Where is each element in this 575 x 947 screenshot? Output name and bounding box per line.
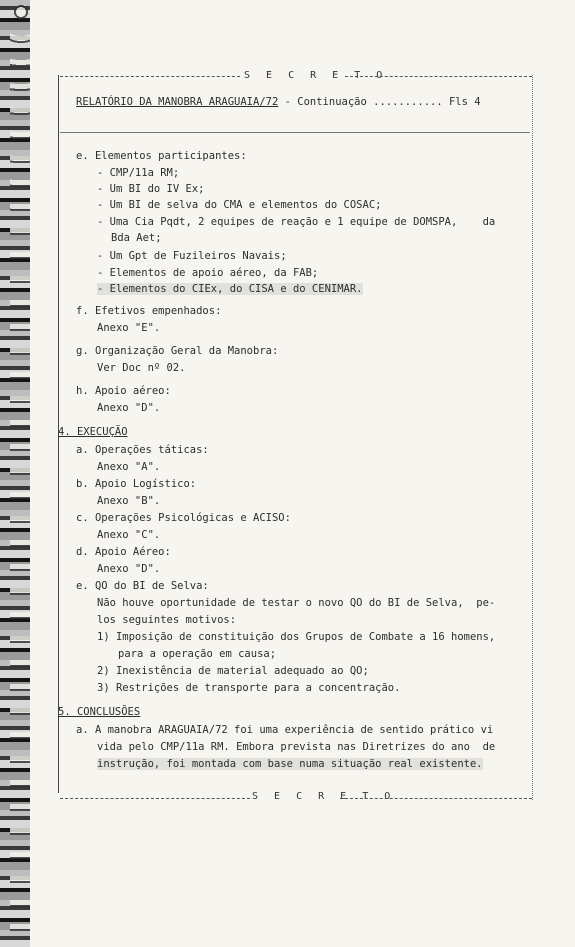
top-dashed-rule-right [345, 76, 532, 77]
reason-item-cont: para a operação em causa; [118, 648, 277, 660]
annex-ref: Anexo "E". [97, 322, 161, 334]
paragraph-line: Não houve oportunidade de testar o novo QO do BI de Selva, pe- [97, 597, 496, 609]
classification-stamp-top: S E C R E T O [244, 70, 388, 81]
list-item: - CMP/11a RM; [97, 167, 180, 179]
header-separator [60, 132, 530, 133]
binding-holes [0, 0, 30, 947]
top-dashed-rule-left [60, 76, 240, 77]
list-item: - Um Gpt de Fuzileiros Navais; [97, 250, 287, 262]
item-f-heading: f. Efetivos empenhados: [76, 305, 222, 317]
doc-ref: Ver Doc nº 02. [97, 362, 186, 374]
annex-ref: Anexo "C". [97, 529, 161, 541]
list-item: - Elementos do CIEx, do CISA e do CENIMAR. [97, 283, 363, 295]
list-item: - Um BI de selva do CMA e elementos do COSAC; [97, 199, 382, 211]
reason-item: 3) Restrições de transporte para a concentração. [97, 682, 401, 694]
list-item: - Um BI do IV Ex; [97, 183, 205, 195]
annex-ref: Anexo "A". [97, 461, 161, 473]
page-header [76, 96, 481, 108]
section-4-heading: 4. EXECUÇÃO [58, 426, 128, 438]
item-d-heading: d. Apoio Aéreo: [76, 546, 171, 558]
bottom-dashed-rule-left [60, 798, 250, 799]
item-e-qo-heading: e. QO do BI de Selva: [76, 580, 209, 592]
section-5-heading: 5. CONCLUSÕES [58, 706, 141, 718]
reason-item: 1) Imposição de constituição dos Grupos de Combate a 16 homens, [97, 631, 496, 643]
annex-ref: Anexo "D". [97, 402, 161, 414]
frame-right-border [532, 75, 533, 800]
report-title: RELATÓRIO DA MANOBRA ARAGUAIA/72 [76, 96, 279, 108]
paragraph-line: los seguintes motivos: [97, 614, 237, 626]
classification-stamp-bottom: S E C R E T O [252, 791, 396, 802]
paragraph-line: vida pelo CMP/11a RM. Embora prevista nas Diretrizes do ano de [97, 741, 496, 753]
reason-item: 2) Inexistência de material adequado ao QO; [97, 665, 369, 677]
annex-ref: Anexo "D". [97, 563, 161, 575]
item-e-heading: e. Elementos participantes: [76, 150, 247, 162]
paragraph-line: a. A manobra ARAGUAIA/72 foi uma experiência de sentido prático vi [76, 724, 494, 736]
item-b-heading: b. Apoio Logístico: [76, 478, 197, 490]
item-a-heading: a. Operações táticas: [76, 444, 209, 456]
paragraph-line: instrução, foi montada com base numa situação real existente. [97, 758, 483, 770]
list-item: - Elementos de apoio aéreo, da FAB; [97, 267, 319, 279]
item-c-heading: c. Operações Psicológicas e ACISO: [76, 512, 291, 524]
document-page [30, 0, 575, 947]
list-item-cont: Bda Aet; [111, 232, 162, 244]
list-item: - Uma Cia Pqdt, 2 equipes de reação e 1 equipe de DOMSPA, da [97, 216, 496, 228]
item-h-heading: h. Apoio aéreo: [76, 385, 171, 397]
annex-ref: Anexo "B". [97, 495, 161, 507]
item-g-heading: g. Organização Geral da Manobra: [76, 345, 279, 357]
bottom-dashed-rule-right [340, 798, 532, 799]
continuation-label: - Continuação ........... Fls 4 [284, 96, 481, 108]
